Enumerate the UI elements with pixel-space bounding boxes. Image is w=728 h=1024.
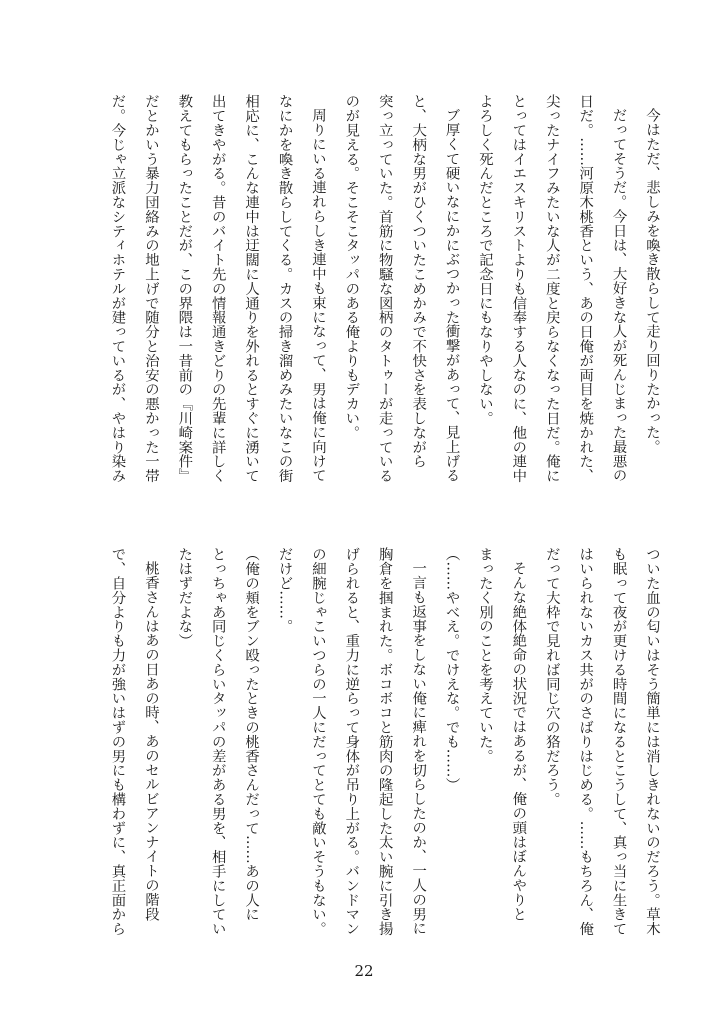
text-line: の細腕じゃこいつらの一人にだってとても敵いそうもない。 [309,547,326,936]
text-line: で、自分よりも力が強いはずの男にも構わずに、真正面から [109,547,126,936]
text-line: 出てきやがる。昔のバイト先の情報通きどりの先輩に詳しく [209,94,226,483]
text-line: 一言も返事をしない俺に痺れを切らしたのか、一人の男に [410,561,427,936]
text-line: とってはイエスキリストよりも信奉する人なのに、他の連中 [510,94,527,483]
text-line: 日だ。……河原木桃香という、あの日俺が両目を焼かれた、 [577,94,594,483]
text-line: よろしく死んだところで記念日にもなりやしない。 [476,94,493,426]
text-line: 尖ったナイフみたいな人が二度と戻らなくなった日だ。俺に [543,94,560,483]
text-line: たはずだよな） [176,547,193,648]
text-line: だってそうだ。今日は、大好きな人が死んじまった最悪の [610,108,627,483]
page-number: 22 [354,962,374,980]
text-line: だとかいう暴力団絡みの地上げで随分と治安の悪かった一帯 [142,94,159,483]
text-line: 今はただ、悲しみを喚き散らして走り回りたかった。 [644,108,660,454]
text-line: だって大枠で見れば同じ穴の狢だろう。 [543,547,560,807]
text-line: と、大柄な男がひくついたこめかみで不快さを表しながら [410,94,427,469]
text-line: も眠って夜が更ける時間になるとこうして、真っ当に生きて [610,547,627,936]
text-line: ブ厚くて硬いなにかにぶつかった衝撃があって、見上げる [443,108,460,483]
text-line: 桃香さんはあの日あの時、あのセルビアンナイトの階段 [142,561,159,922]
text-line: ついた血の匂いはそう簡単には消しきれないのだろう。草木 [644,547,660,936]
text-line: はいられないカス共がのさばりはじめる。……もちろん、俺 [577,547,594,936]
text-line: 突っ立っていた。首筋に物騒な図柄のタトゥーが走っている [376,94,393,483]
text-line: （俺の頬をブン殴ったときの桃香さんだって……あの人に [243,547,260,922]
top-text-block [100,94,668,483]
text-line: （……やべえ。でけえな。でも……） [443,547,460,792]
text-line: 周りにいる連れらしき連中も束になって、男は俺に向けて [309,108,326,483]
text-line: げられると、重力に逆らって身体が吊り上がる。バンドマン [343,547,360,936]
bottom-text-block [100,547,668,936]
text-line: なにかを喚き散らしてくる。カスの掃き溜めみたいなこの街 [276,94,293,483]
text-line: まったく別のことを考えていた。 [476,547,493,763]
text-line: だけど……。 [276,547,293,634]
text-line: 相応に、こんな連中は迂闊に人通りを外れるとすぐに湧いて [243,94,260,483]
text-line: だ。今じゃ立派なシティホテルが建っているが、やはり染み [109,94,126,483]
text-line: 教えてもらったことだが、この界隈は一昔前の『川崎案件』 [176,94,193,483]
text-line: そんな絶体絶命の状況ではあるが、俺の頭はぼんやりと [510,561,527,922]
text-line: のが見える。そこそこタッパのある俺よりもデカい。 [343,94,360,440]
text-line: とっちゃあ同じくらいタッパの差がある男を、相手にしてい [209,547,226,936]
text-line: 胸倉を掴まれた。ボコボコと筋肉の隆起した太い腕に引き揚 [376,547,393,936]
